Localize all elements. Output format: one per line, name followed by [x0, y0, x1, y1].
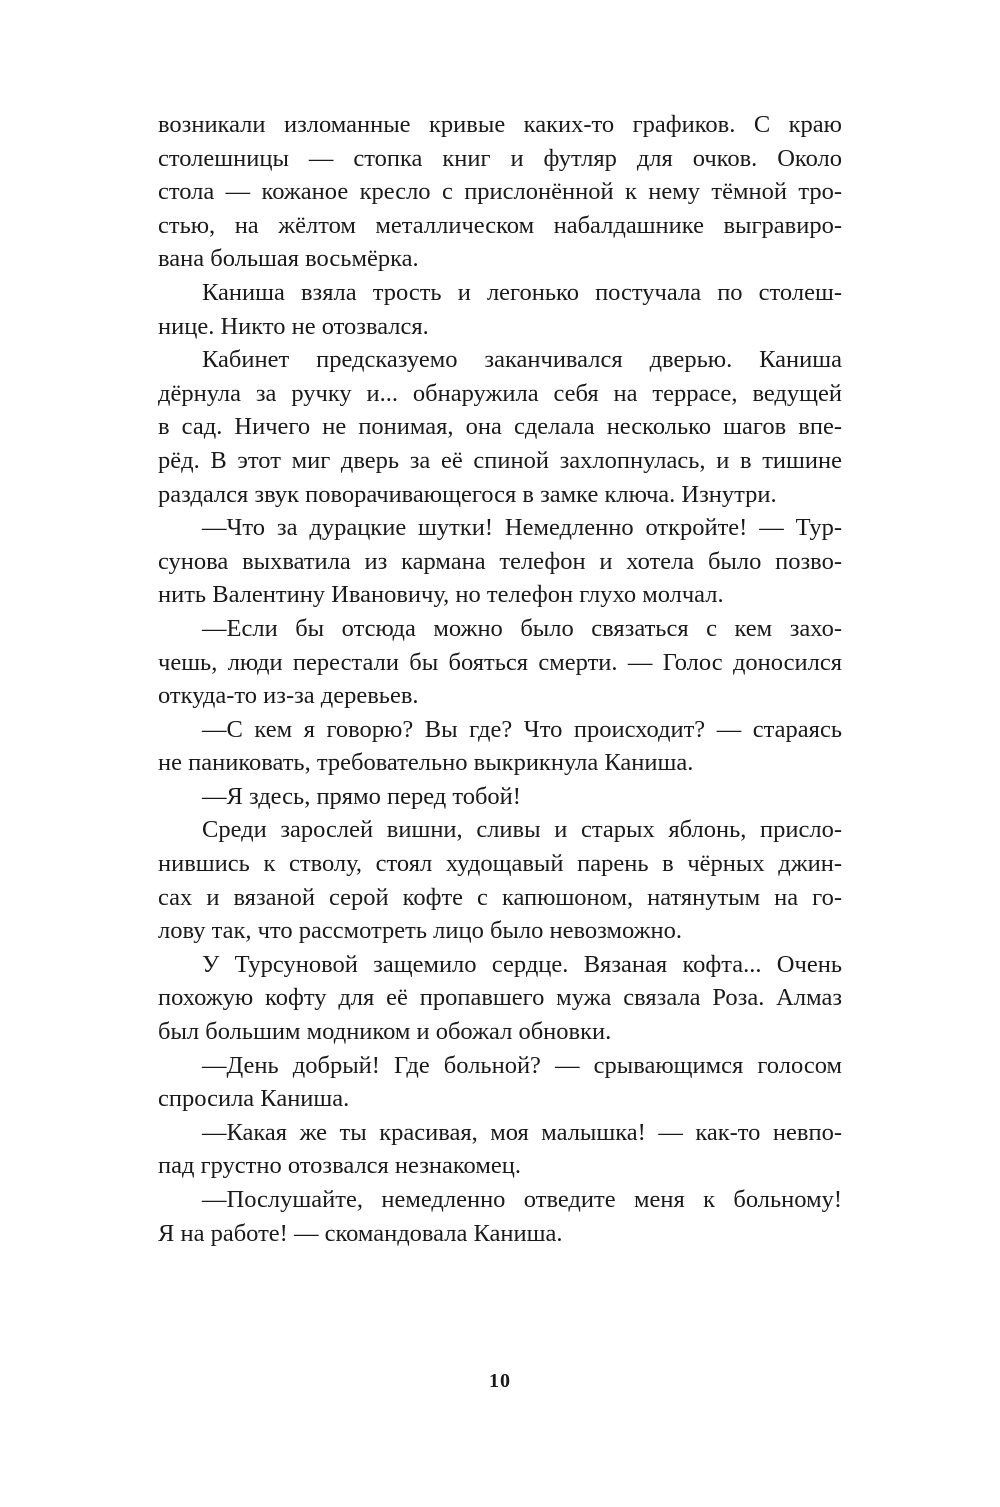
text-line: нившись к стволу, стоял худощавый парень в чёрных джин- — [158, 850, 842, 878]
text-line: похожую кофту для её пропавшего мужа связала Роза. Алмаз — [158, 984, 842, 1012]
text-line: —Послушайте, немедленно отведите меня к больному! — [202, 1186, 842, 1213]
text-line: —Если бы отсюда можно было связаться с кем захо- — [202, 614, 842, 642]
page-number: 10 — [489, 1370, 511, 1392]
text-line: стью, на жёлтом металлическом набалдашнике выгравиро- — [158, 211, 842, 239]
text-line: —Я здесь, прямо перед тобой! — [202, 782, 521, 810]
text-line: столешницы — стопка книг и футляр для очков. Около — [158, 144, 842, 172]
text-line: Каниша взяла трость и легонько постучала по столеш- — [202, 278, 842, 306]
text-line: У Турсуновой защемило сердце. Вязаная кофта... Очень — [202, 950, 842, 978]
text-line: возникали изломанные кривые каких-то графиков. С краю — [158, 111, 842, 138]
text-line: пад грустно отозвался незнакомец. — [158, 1152, 521, 1180]
text-line: не паниковать, требовательно выкрикнула Каниша. — [158, 749, 694, 777]
text-line: Я на работе! — скомандовала Каниша. — [158, 1219, 563, 1247]
text-line: нице. Никто не отозвался. — [158, 312, 429, 340]
text-line: Кабинет предсказуемо заканчивался дверью. Каниша — [202, 346, 842, 374]
text-line: чешь, люди перестали бы бояться смерти. — Голос доносился — [158, 648, 842, 676]
text-line: дёрнула за ручку и... обнаружила себя на террасе, ведущей — [158, 379, 842, 407]
text-line: откуда-то из-за деревьев. — [158, 682, 419, 710]
text-line: Среди зарослей вишни, сливы и старых яблонь, присло- — [202, 816, 842, 844]
text-line: сунова выхватила из кармана телефон и хотела было позво- — [158, 547, 842, 575]
text-line: —День добрый! Где больной? — срывающимся голосом — [202, 1051, 842, 1079]
text-line: —Какая же ты красивая, моя малышка! — как-то невпо- — [202, 1118, 842, 1146]
text-line: спросила Каниша. — [158, 1085, 350, 1113]
text-line: в сад. Ничего не понимая, она сделала несколько шагов впе- — [158, 413, 842, 441]
text-line: был большим модником и обожал обновки. — [158, 1018, 612, 1046]
text-line: —Что за дурацкие шутки! Немедленно откройте! — Тур- — [202, 514, 842, 542]
body-text — [158, 108, 842, 1250]
text-line: лову так, что рассмотреть лицо было невозможно. — [158, 917, 683, 945]
text-line: раздался звук поворачивающегося в замке ключа. Изнутри. — [158, 480, 777, 508]
text-line: рёд. В этот миг дверь за её спиной захлопнулась, и в тишине — [158, 446, 842, 474]
text-line: стола — кожаное кресло с прислонённой к нему тёмной тро- — [158, 178, 842, 206]
text-line: нить Валентину Ивановичу, но телефон глухо молчал. — [158, 581, 724, 609]
text-line: вана большая восьмёрка. — [158, 245, 419, 273]
text-line: —С кем я говорю? Вы где? Что происходит? — стараясь — [202, 715, 842, 743]
text-line: сах и вязаной серой кофте с капюшоном, натянутым на го- — [158, 883, 842, 911]
